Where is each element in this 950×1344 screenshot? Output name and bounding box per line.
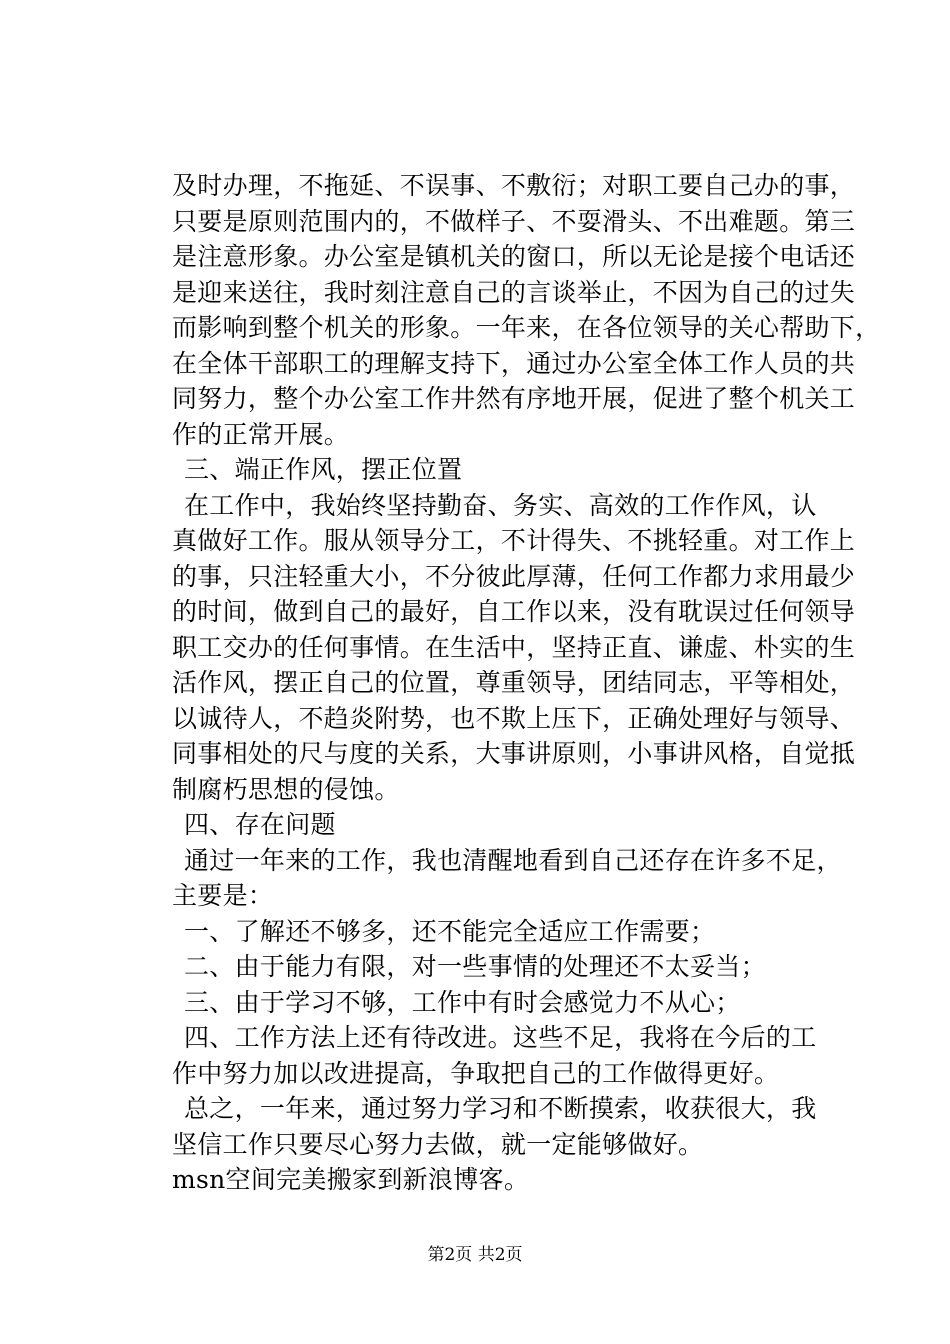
text-line: 而影响到整个机关的形象。一年来，在各位领导的关心帮助下， [172, 313, 881, 342]
text-line: 是迎来送往，我时刻注意自己的言谈举止，不因为自己的过失 [172, 277, 856, 307]
text-line: msn空间完美搬家到新浪博客。 [172, 1165, 530, 1194]
text-line: 活作风，摆正自己的位置，尊重领导，团结同志，平等相处， [172, 668, 856, 697]
text-line: 及时办理，不拖延、不误事、不敷衍；对职工要自己办的事， [172, 171, 856, 200]
page-footer: 第2页 共2页 [427, 1245, 523, 1265]
text-line: 以诚待人，不趋炎附势，也不欺上压下，正确处理好与领导、 [172, 703, 856, 733]
list-item: 二、由于能力有限，对一些事情的处理还不太妥当； [184, 952, 766, 981]
section-heading: 三、端正作风，摆正位置 [184, 455, 463, 484]
text-line: 总之，一年来，通过努力学习和不断摸索，收获很大，我 [184, 1094, 817, 1123]
list-item: 一、了解还不够多，还不能完全适应工作需要； [184, 916, 716, 946]
text-line: 真做好工作。服从领导分工，不计得失、不挑轻重。对工作上 [172, 526, 856, 555]
text-line: 的时间，做到自己的最好，自工作以来，没有耽误过任何领导 [172, 597, 856, 626]
text-line: 只要是原则范围内的，不做样子、不耍滑头、不出难题。第三 [172, 206, 856, 236]
text-line: 在工作中，我始终坚持勤奋、务实、高效的工作作风，认 [184, 490, 817, 520]
text-line: 作中努力加以改进提高，争取把自己的工作做得更好。 [172, 1058, 780, 1088]
section-heading: 四、存在问题 [184, 810, 336, 839]
text-line: 通过一年来的工作，我也清醒地看到自己还存在许多不足， [184, 845, 842, 875]
text-line: 作的正常开展。 [172, 419, 350, 449]
text-line: 的事，只注轻重大小，不分彼此厚薄，任何工作都力求用最少 [172, 561, 856, 591]
list-item: 三、由于学习不够，工作中有时会感觉力不从心； [184, 987, 741, 1017]
text-line: 主要是： [172, 881, 274, 910]
text-line: 坚信工作只要尽心努力去做，就一定能够做好。 [172, 1129, 704, 1159]
list-item: 四、工作方法上还有待改进。这些不足，我将在今后的工 [184, 1023, 817, 1052]
text-line: 是注意形象。办公室是镇机关的窗口，所以无论是接个电话还 [172, 242, 856, 271]
text-line: 同事相处的尺与度的关系，大事讲原则，小事讲风格，自觉抵 [172, 739, 856, 768]
text-line: 同努力，整个办公室工作井然有序地开展，促进了整个机关工 [172, 384, 856, 413]
body-text [172, 168, 881, 1198]
text-line: 在全体干部职工的理解支持下，通过办公室全体工作人员的共 [172, 348, 856, 378]
text-line: 制腐朽思想的侵蚀。 [172, 774, 400, 804]
text-line: 职工交办的任何事情。在生活中，坚持正直、谦虚、朴实的生 [172, 632, 856, 662]
